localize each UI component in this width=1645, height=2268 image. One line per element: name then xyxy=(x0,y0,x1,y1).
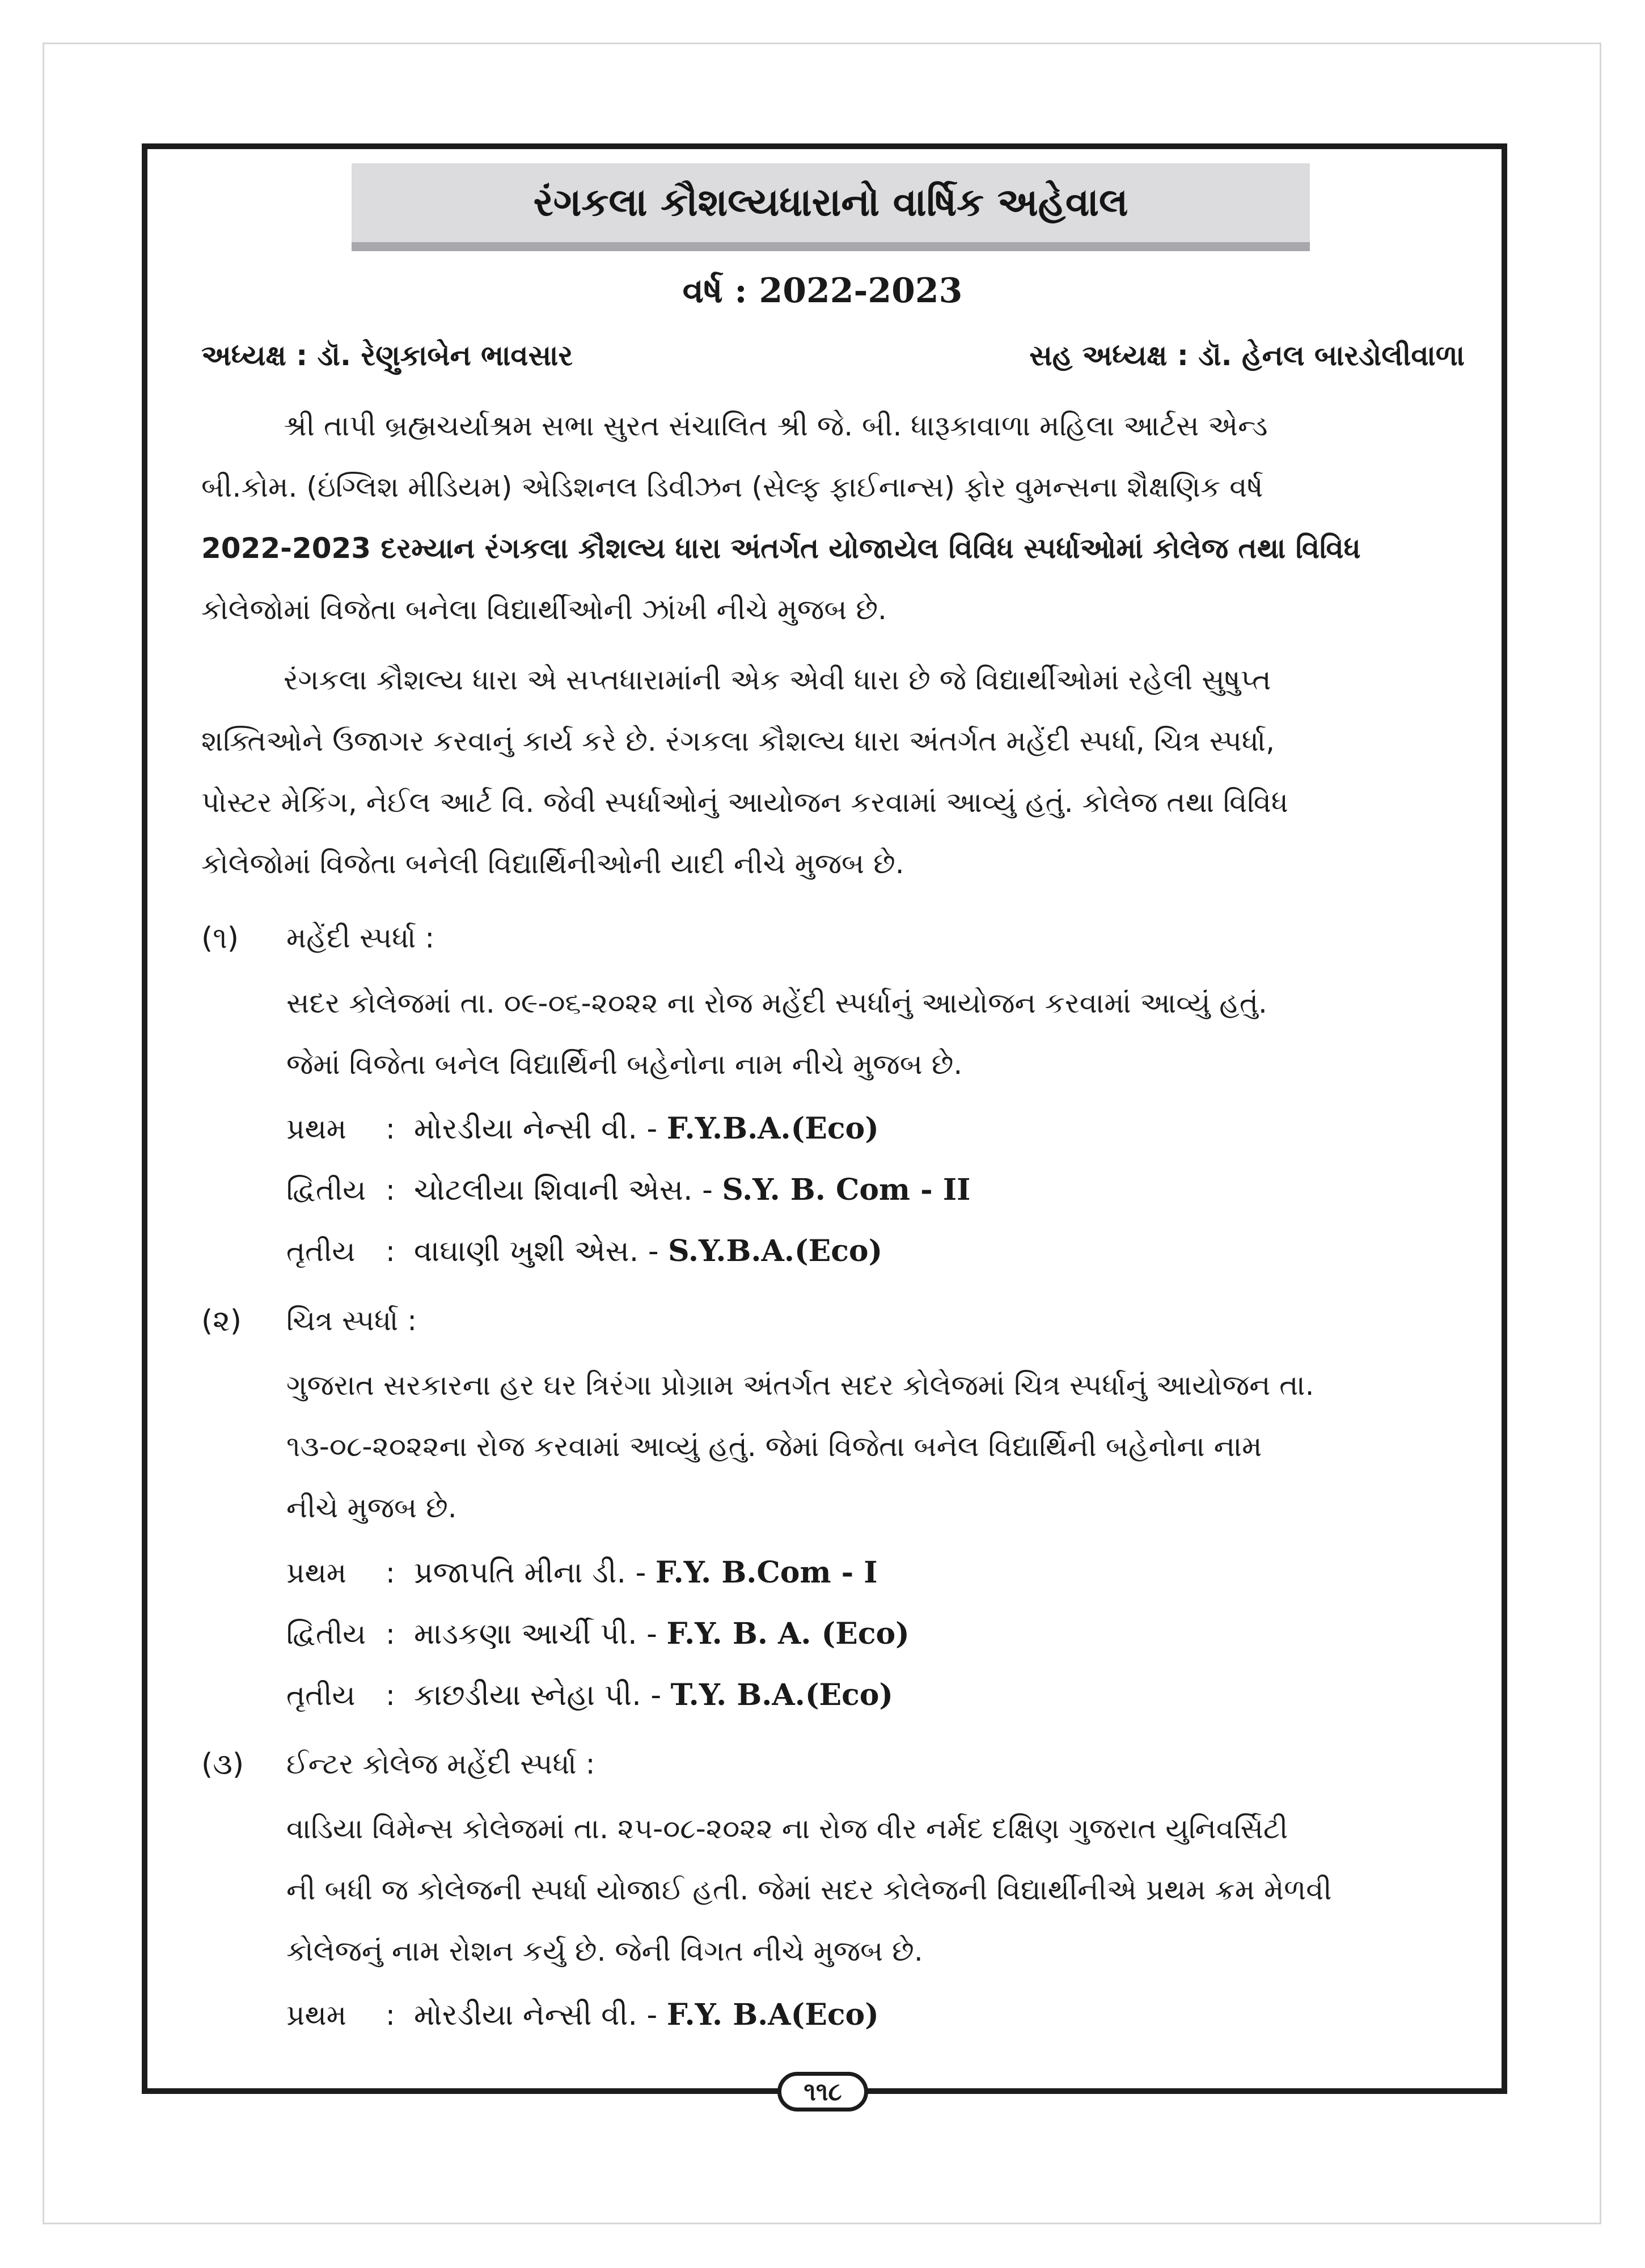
co-chair-label: સહ અધ્યક્ષ : ડૉ. હેનલ બારડોલીવાળા xyxy=(1029,339,1465,372)
winner-name: મોરડીયા નેન્સી વી. - xyxy=(414,1998,658,2032)
winner-name: પ્રજાપતિ મીના ડી. - xyxy=(414,1556,646,1590)
section-line: સદર કોલેજમાં તા. ૦૯-૦૬-૨૦૨૨ ના રોજ મહેંદી સ્પર્ધાનું આયોજન કરવામાં આવ્યું હતું. xyxy=(286,987,1267,1019)
winner-class: F.Y. B. A. (Eco) xyxy=(666,1617,910,1651)
winner-name: કાછડીયા સ્નેહા પી. - xyxy=(414,1678,662,1712)
rank-label: પ્રથમ xyxy=(286,1112,347,1145)
winner-name: મોરડીયા નેન્સી વી. - xyxy=(414,1112,658,1146)
winner-class: F.Y. B.Com - I xyxy=(655,1555,878,1590)
para2-line: કોલેજોમાં વિજેતા બનેલી વિદ્યાર્થિનીઓની યાદી નીચે મુજબ છે. xyxy=(201,847,904,880)
section-line: ની બધી જ કોલેજની સ્પર્ધા યોજાઈ હતી. જેમાં સદર કોલેજની વિદ્યાર્થીનીએ પ્રથમ ક્રમ મેળવી xyxy=(286,1873,1332,1906)
rank-label: પ્રથમ xyxy=(286,1556,347,1589)
winner-entry xyxy=(414,1998,879,2033)
page-title: રંગકલા કૌશલ્યધારાનો વાર્ષિક અહેવાલ xyxy=(352,163,1310,251)
winner-entry xyxy=(414,1173,971,1208)
section-line: જેમાં વિજેતા બનેલ વિદ્યાર્થિની બહેનોના નામ નીચે મુજબ છે. xyxy=(286,1048,963,1081)
rank-label: તૃતીય xyxy=(286,1235,356,1268)
page-number-badge: ૧૧૮ xyxy=(777,2072,868,2112)
winner-class: S.Y.B.A.(Eco) xyxy=(668,1234,883,1268)
section-line: નીચે મુજબ છે. xyxy=(286,1491,457,1524)
para1-line: શ્રી તાપી બ્રહ્મચર્યાશ્રમ સભા સુરત સંચાલિત શ્રી જે. બી. ધારૂકાવાળા મહિલા આર્ટસ એન્ડ xyxy=(284,409,1268,442)
winner-name: ચોટલીયા શિવાની એસ. - xyxy=(414,1173,713,1207)
para1-line: બી.કોમ. (ઇંગ્લિશ મીડિયમ) એડિશનલ ડિવીઝન (સેલ્ફ ફાઈનાન્સ) ફોર વુમન્સના શૈક્ષણિક વર્ષ xyxy=(201,471,1263,503)
section-line: ૧૩-૦૮-૨૦૨૨ના રોજ કરવામાં આવ્યું હતું. જેમાં વિજેતા બનેલ વિદ્યાર્થિની બહેનોના નામ xyxy=(286,1430,1262,1463)
winner-class: S.Y. B. Com - II xyxy=(722,1173,971,1207)
chair-label: અધ્યક્ષ : ડૉ. રેણુકાબેન ભાવસાર xyxy=(201,339,573,372)
rank-colon: : xyxy=(386,1679,395,1712)
section-heading: ચિત્ર સ્પર્ધા : xyxy=(286,1304,417,1337)
rank-colon: : xyxy=(386,1999,395,2032)
rank-colon: : xyxy=(386,1618,395,1651)
winner-name: માડકણા આર્ચી પી. - xyxy=(414,1617,657,1651)
winner-entry xyxy=(414,1234,882,1269)
para2-line: શક્તિઓને ઉજાગર કરવાનું કાર્ય કરે છે. રંગકલા કૌશલ્ય ધારા અંતર્ગત મહેંદી સ્પર્ધા, ચિત્ર સ્પર્ધા, xyxy=(201,725,1275,758)
rank-label: પ્રથમ xyxy=(286,1999,347,2032)
rank-label: દ્વિતીય xyxy=(286,1618,366,1651)
winner-class: F.Y. B.A(Eco) xyxy=(666,1998,879,2032)
para1-line: કોલેજોમાં વિજેતા બનેલા વિદ્યાર્થીઓની ઝાંખી નીચે મુજબ છે. xyxy=(201,593,887,626)
rank-colon: : xyxy=(386,1556,395,1589)
section-heading: ઈન્ટર કોલેજ મહેંદી સ્પર્ધા : xyxy=(286,1747,595,1780)
section-line: કોલેજનું નામ રોશન કર્યુ છે. જેની વિગત નીચે મુજબ છે. xyxy=(286,1935,923,1967)
winner-name: વાઘાણી ખુશી એસ. - xyxy=(414,1234,659,1268)
year-label: વર્ષ : 2022-2023 xyxy=(682,271,963,311)
para2-line: રંગકલા કૌશલ્ય ધારા એ સપ્તધારામાંની એક એવી ધારા છે જે વિદ્યાર્થીઓમાં રહેલી સુષુપ્ત xyxy=(284,663,1271,696)
rank-label: દ્વિતીય xyxy=(286,1174,366,1207)
rank-colon: : xyxy=(386,1112,395,1145)
section-number: (૩) xyxy=(201,1747,244,1782)
winner-entry xyxy=(414,1555,878,1590)
rank-colon: : xyxy=(386,1174,395,1207)
section-heading: મહેંદી સ્પર્ધા : xyxy=(286,921,435,954)
winner-class: T.Y. B.A.(Eco) xyxy=(670,1678,894,1712)
section-number: (૨) xyxy=(201,1304,242,1338)
para1-line: 2022-2023 દરમ્યાન રંગકલા કૌશલ્ય ધારા અંતર્ગત યોજાયેલ વિવિધ સ્પર્ધાઓમાં કોલેજ તથા વિવિધ xyxy=(201,532,1361,565)
section-line: વાડિયા વિમેન્સ કોલેજમાં તા. ૨૫-૦૮-૨૦૨૨ ના રોજ વીર નર્મદ દક્ષિણ ગુજરાત યુનિવર્સિટી xyxy=(286,1812,1288,1845)
para2-line: પોસ્ટર મેકિંગ, નેઈલ આર્ટ વિ. જેવી સ્પર્ધાઓનું આયોજન કરવામાં આવ્યું હતું. કોલેજ તથા વિવિધ xyxy=(201,786,1288,819)
section-number: (૧) xyxy=(201,921,239,955)
winner-entry xyxy=(414,1111,879,1146)
winner-entry xyxy=(414,1617,910,1652)
rank-colon: : xyxy=(386,1235,395,1268)
rank-label: તૃતીય xyxy=(286,1679,356,1712)
section-line: ગુજરાત સરકારના હર ઘર ત્રિરંગા પ્રોગ્રામ અંતર્ગત સદર કોલેજમાં ચિત્ર સ્પર્ધાનું આયોજન તા. xyxy=(286,1369,1314,1402)
winner-class: F.Y.B.A.(Eco) xyxy=(666,1111,879,1146)
winner-entry xyxy=(414,1678,893,1713)
